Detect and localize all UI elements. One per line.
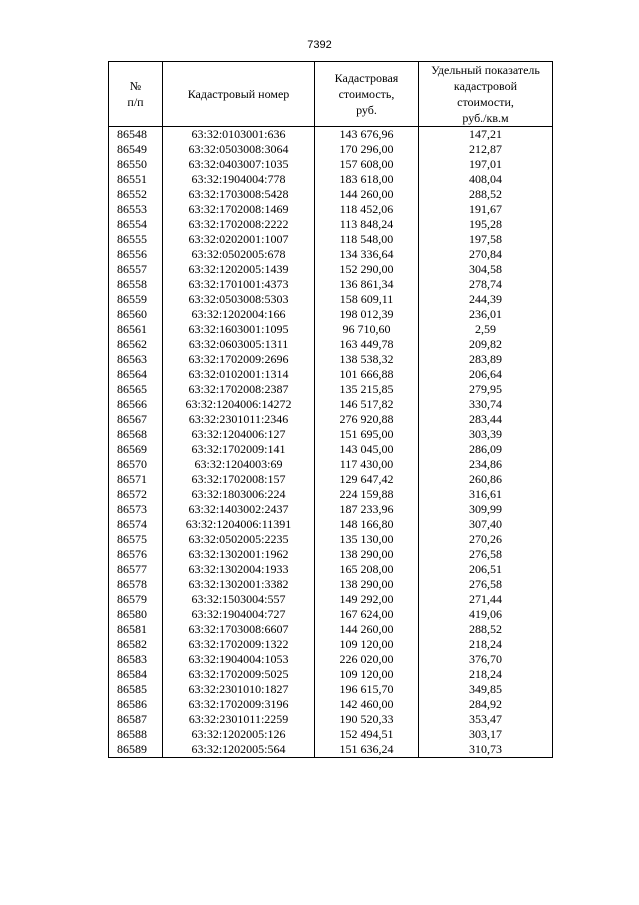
cadastral-number-cell: 63:32:1204006:11391: [163, 517, 315, 532]
row-number-cell: 86565: [109, 382, 163, 397]
row-number-cell: 86582: [109, 637, 163, 652]
table-row: [109, 307, 553, 322]
table-body: [109, 127, 553, 758]
cadastral-number-cell: 63:32:0403007:1035: [163, 157, 315, 172]
table-row: [109, 547, 553, 562]
cadastral-number-cell: 63:32:1702008:157: [163, 472, 315, 487]
cadastral-number-cell: 63:32:1703008:6607: [163, 622, 315, 637]
cadastral-number-cell: 63:32:1302001:3382: [163, 577, 315, 592]
cadastral-value-cell: 148 166,80: [315, 517, 419, 532]
specific-value-cell: 278,74: [419, 277, 553, 292]
row-number-cell: 86560: [109, 307, 163, 322]
cadastral-number-cell: 63:32:1702008:1469: [163, 202, 315, 217]
row-number-cell: 86572: [109, 487, 163, 502]
table-row: [109, 517, 553, 532]
row-number-cell: 86577: [109, 562, 163, 577]
specific-value-cell: 218,24: [419, 637, 553, 652]
cadastral-number-cell: 63:32:2301011:2346: [163, 412, 315, 427]
row-number-cell: 86583: [109, 652, 163, 667]
row-number-cell: 86587: [109, 712, 163, 727]
row-number-cell: 86581: [109, 622, 163, 637]
row-number-cell: 86571: [109, 472, 163, 487]
table-row: [109, 337, 553, 352]
table-row: [109, 592, 553, 607]
cadastral-value-cell: 144 260,00: [315, 187, 419, 202]
cadastral-number-cell: 63:32:0503008:5303: [163, 292, 315, 307]
specific-value-cell: 288,52: [419, 622, 553, 637]
specific-value-cell: 309,99: [419, 502, 553, 517]
specific-value-cell: 310,73: [419, 742, 553, 758]
cadastral-number-cell: 63:32:1702009:141: [163, 442, 315, 457]
row-number-cell: 86568: [109, 427, 163, 442]
cadastral-value-cell: 101 666,88: [315, 367, 419, 382]
cadastral-number-cell: 63:32:2301011:2259: [163, 712, 315, 727]
specific-value-cell: 212,87: [419, 142, 553, 157]
specific-value-cell: 286,09: [419, 442, 553, 457]
row-number-cell: 86553: [109, 202, 163, 217]
table-row: [109, 247, 553, 262]
cadastral-number-cell: 63:32:1204006:127: [163, 427, 315, 442]
table-row: [109, 187, 553, 202]
cadastral-value-cell: 170 296,00: [315, 142, 419, 157]
cadastral-number-cell: 63:32:1702009:3196: [163, 697, 315, 712]
cadastral-number-cell: 63:32:0202001:1007: [163, 232, 315, 247]
table-row: [109, 637, 553, 652]
row-number-cell: 86586: [109, 697, 163, 712]
specific-value-cell: 316,61: [419, 487, 553, 502]
cadastral-value-cell: 134 336,64: [315, 247, 419, 262]
cadastral-number-cell: 63:32:0603005:1311: [163, 337, 315, 352]
cadastral-value-cell: 187 233,96: [315, 502, 419, 517]
specific-value-cell: 206,64: [419, 367, 553, 382]
specific-value-cell: 288,52: [419, 187, 553, 202]
table-row: [109, 502, 553, 517]
row-number-cell: 86579: [109, 592, 163, 607]
table-row: [109, 577, 553, 592]
specific-value-cell: 197,01: [419, 157, 553, 172]
cadastral-value-cell: 109 120,00: [315, 637, 419, 652]
row-number-cell: 86556: [109, 247, 163, 262]
table-row: [109, 607, 553, 622]
table-row: [109, 667, 553, 682]
specific-value-cell: 330,74: [419, 397, 553, 412]
row-number-cell: 86562: [109, 337, 163, 352]
cadastral-number-cell: 63:32:1701001:4373: [163, 277, 315, 292]
table-row: [109, 427, 553, 442]
cadastral-value-cell: 118 452,06: [315, 202, 419, 217]
specific-value-cell: 283,89: [419, 352, 553, 367]
table-row: [109, 652, 553, 667]
specific-value-cell: 236,01: [419, 307, 553, 322]
specific-value-cell: 195,28: [419, 217, 553, 232]
cadastral-number-cell: 63:32:0103001:636: [163, 127, 315, 143]
row-number-cell: 86573: [109, 502, 163, 517]
cadastral-number-cell: 63:32:1204006:14272: [163, 397, 315, 412]
specific-value-cell: 284,92: [419, 697, 553, 712]
table-row: [109, 472, 553, 487]
cadastral-value-cell: 138 290,00: [315, 577, 419, 592]
table-row: [109, 442, 553, 457]
specific-value-cell: 2,59: [419, 322, 553, 337]
cadastral-value-cell: 135 130,00: [315, 532, 419, 547]
cadastral-number-cell: 63:32:1302001:1962: [163, 547, 315, 562]
row-number-cell: 86554: [109, 217, 163, 232]
cadastral-value-cell: 152 494,51: [315, 727, 419, 742]
cadastral-value-cell: 118 548,00: [315, 232, 419, 247]
row-number-cell: 86569: [109, 442, 163, 457]
cadastral-number-cell: 63:32:1702009:5025: [163, 667, 315, 682]
cadastral-value-cell: 142 460,00: [315, 697, 419, 712]
cadastral-value-cell: 190 520,33: [315, 712, 419, 727]
specific-value-cell: 191,67: [419, 202, 553, 217]
cadastral-value-cell: 183 618,00: [315, 172, 419, 187]
specific-value-cell: 353,47: [419, 712, 553, 727]
cadastral-value-cell: 144 260,00: [315, 622, 419, 637]
row-number-cell: 86564: [109, 367, 163, 382]
table-row: [109, 217, 553, 232]
cadastral-number-cell: 63:32:1202004:166: [163, 307, 315, 322]
cadastral-number-cell: 63:32:1202005:126: [163, 727, 315, 742]
cadastral-number-cell: 63:32:1403002:2437: [163, 502, 315, 517]
cadastral-value-cell: 135 215,85: [315, 382, 419, 397]
cadastral-value-cell: 198 012,39: [315, 307, 419, 322]
row-number-cell: 86566: [109, 397, 163, 412]
table-row: [109, 127, 553, 143]
row-number-cell: 86588: [109, 727, 163, 742]
cadastral-number-cell: 63:32:1202005:1439: [163, 262, 315, 277]
specific-value-cell: 197,58: [419, 232, 553, 247]
specific-value-cell: 303,39: [419, 427, 553, 442]
table-row: [109, 697, 553, 712]
cadastral-number-cell: 63:32:1904004:778: [163, 172, 315, 187]
cadastral-value-cell: 146 517,82: [315, 397, 419, 412]
table-row: [109, 157, 553, 172]
row-number-cell: 86574: [109, 517, 163, 532]
cadastral-number-cell: 63:32:1702008:2387: [163, 382, 315, 397]
row-number-cell: 86548: [109, 127, 163, 143]
table-row: [109, 352, 553, 367]
specific-value-cell: 260,86: [419, 472, 553, 487]
table-row: [109, 292, 553, 307]
cadastral-value-cell: 129 647,42: [315, 472, 419, 487]
specific-value-cell: 270,26: [419, 532, 553, 547]
table-row: [109, 712, 553, 727]
table-row: [109, 562, 553, 577]
cadastral-number-cell: 63:32:1702008:2222: [163, 217, 315, 232]
table-row: [109, 397, 553, 412]
table-row: [109, 202, 553, 217]
specific-value-cell: 376,70: [419, 652, 553, 667]
cadastral-value-cell: 143 045,00: [315, 442, 419, 457]
cadastral-number-cell: 63:32:1904004:1053: [163, 652, 315, 667]
page-number: 7392: [307, 39, 332, 51]
cadastral-value-cell: 224 159,88: [315, 487, 419, 502]
specific-value-cell: 276,58: [419, 577, 553, 592]
row-number-cell: 86550: [109, 157, 163, 172]
specific-value-cell: 408,04: [419, 172, 553, 187]
table-row: [109, 622, 553, 637]
cadastral-value-cell: 167 624,00: [315, 607, 419, 622]
cadastral-number-cell: 63:32:0503008:3064: [163, 142, 315, 157]
specific-value-cell: 234,86: [419, 457, 553, 472]
row-number-cell: 86584: [109, 667, 163, 682]
cadastral-number-cell: 63:32:1703008:5428: [163, 187, 315, 202]
cadastral-value-cell: 136 861,34: [315, 277, 419, 292]
cadastral-number-cell: 63:32:0102001:1314: [163, 367, 315, 382]
table-row: [109, 382, 553, 397]
row-number-cell: 86559: [109, 292, 163, 307]
table-row: [109, 172, 553, 187]
cadastral-value-cell: 158 609,11: [315, 292, 419, 307]
cadastral-value-cell: 196 615,70: [315, 682, 419, 697]
table-row: [109, 457, 553, 472]
cadastral-value-cell: 276 920,88: [315, 412, 419, 427]
table-row: [109, 142, 553, 157]
row-number-cell: 86552: [109, 187, 163, 202]
table-row: [109, 742, 553, 758]
cadastral-number-cell: 63:32:1603001:1095: [163, 322, 315, 337]
cadastral-number-cell: 63:32:0502005:2235: [163, 532, 315, 547]
specific-value-cell: 349,85: [419, 682, 553, 697]
table-row: [109, 487, 553, 502]
specific-value-cell: 218,24: [419, 667, 553, 682]
cadastral-value-cell: 157 608,00: [315, 157, 419, 172]
cadastral-value-cell: 151 695,00: [315, 427, 419, 442]
cadastral-value-cell: 109 120,00: [315, 667, 419, 682]
table-row: [109, 232, 553, 247]
table-row: [109, 682, 553, 697]
table-row: [109, 532, 553, 547]
row-number-cell: 86589: [109, 742, 163, 758]
row-number-cell: 86578: [109, 577, 163, 592]
specific-value-cell: 303,17: [419, 727, 553, 742]
cadastral-value-cell: 143 676,96: [315, 127, 419, 143]
table-row: [109, 367, 553, 382]
row-number-cell: 86580: [109, 607, 163, 622]
specific-value-cell: 206,51: [419, 562, 553, 577]
cadastral-table: [108, 61, 553, 758]
cadastral-number-cell: 63:32:1503004:557: [163, 592, 315, 607]
cadastral-value-cell: 113 848,24: [315, 217, 419, 232]
specific-value-cell: 147,21: [419, 127, 553, 143]
row-number-cell: 86567: [109, 412, 163, 427]
row-number-cell: 86563: [109, 352, 163, 367]
table-row: [109, 412, 553, 427]
header-cadastral-value: Кадастровая стоимость, руб.: [315, 62, 419, 127]
specific-value-cell: 283,44: [419, 412, 553, 427]
row-number-cell: 86575: [109, 532, 163, 547]
row-number-cell: 86570: [109, 457, 163, 472]
cadastral-number-cell: 63:32:1202005:564: [163, 742, 315, 758]
cadastral-number-cell: 63:32:1702009:2696: [163, 352, 315, 367]
cadastral-value-cell: 138 538,32: [315, 352, 419, 367]
table-row: [109, 322, 553, 337]
cadastral-number-cell: 63:32:1302004:1933: [163, 562, 315, 577]
cadastral-value-cell: 163 449,78: [315, 337, 419, 352]
header-specific-value: Удельный показатель кадастровой стоимости, руб./кв.м: [419, 62, 553, 127]
specific-value-cell: 304,58: [419, 262, 553, 277]
cadastral-value-cell: 152 290,00: [315, 262, 419, 277]
specific-value-cell: 270,84: [419, 247, 553, 262]
cadastral-number-cell: 63:32:1904004:727: [163, 607, 315, 622]
cadastral-value-cell: 149 292,00: [315, 592, 419, 607]
specific-value-cell: 271,44: [419, 592, 553, 607]
specific-value-cell: 419,06: [419, 607, 553, 622]
cadastral-value-cell: 117 430,00: [315, 457, 419, 472]
specific-value-cell: 209,82: [419, 337, 553, 352]
table-header-row: [109, 62, 553, 127]
cadastral-value-cell: 226 020,00: [315, 652, 419, 667]
cadastral-number-cell: 63:32:1702009:1322: [163, 637, 315, 652]
cadastral-number-cell: 63:32:2301010:1827: [163, 682, 315, 697]
cadastral-value-cell: 151 636,24: [315, 742, 419, 758]
row-number-cell: 86561: [109, 322, 163, 337]
row-number-cell: 86585: [109, 682, 163, 697]
row-number-cell: 86549: [109, 142, 163, 157]
row-number-cell: 86576: [109, 547, 163, 562]
header-cadastral-number: Кадастровый номер: [163, 62, 315, 127]
row-number-cell: 86558: [109, 277, 163, 292]
table-row: [109, 277, 553, 292]
row-number-cell: 86557: [109, 262, 163, 277]
row-number-cell: 86551: [109, 172, 163, 187]
specific-value-cell: 276,58: [419, 547, 553, 562]
header-row-number: № п/п: [109, 62, 163, 127]
cadastral-value-cell: 96 710,60: [315, 322, 419, 337]
row-number-cell: 86555: [109, 232, 163, 247]
cadastral-number-cell: 63:32:1204003:69: [163, 457, 315, 472]
specific-value-cell: 307,40: [419, 517, 553, 532]
cadastral-number-cell: 63:32:1803006:224: [163, 487, 315, 502]
specific-value-cell: 244,39: [419, 292, 553, 307]
table-row: [109, 727, 553, 742]
table-row: [109, 262, 553, 277]
specific-value-cell: 279,95: [419, 382, 553, 397]
cadastral-value-cell: 138 290,00: [315, 547, 419, 562]
cadastral-number-cell: 63:32:0502005:678: [163, 247, 315, 262]
cadastral-value-cell: 165 208,00: [315, 562, 419, 577]
